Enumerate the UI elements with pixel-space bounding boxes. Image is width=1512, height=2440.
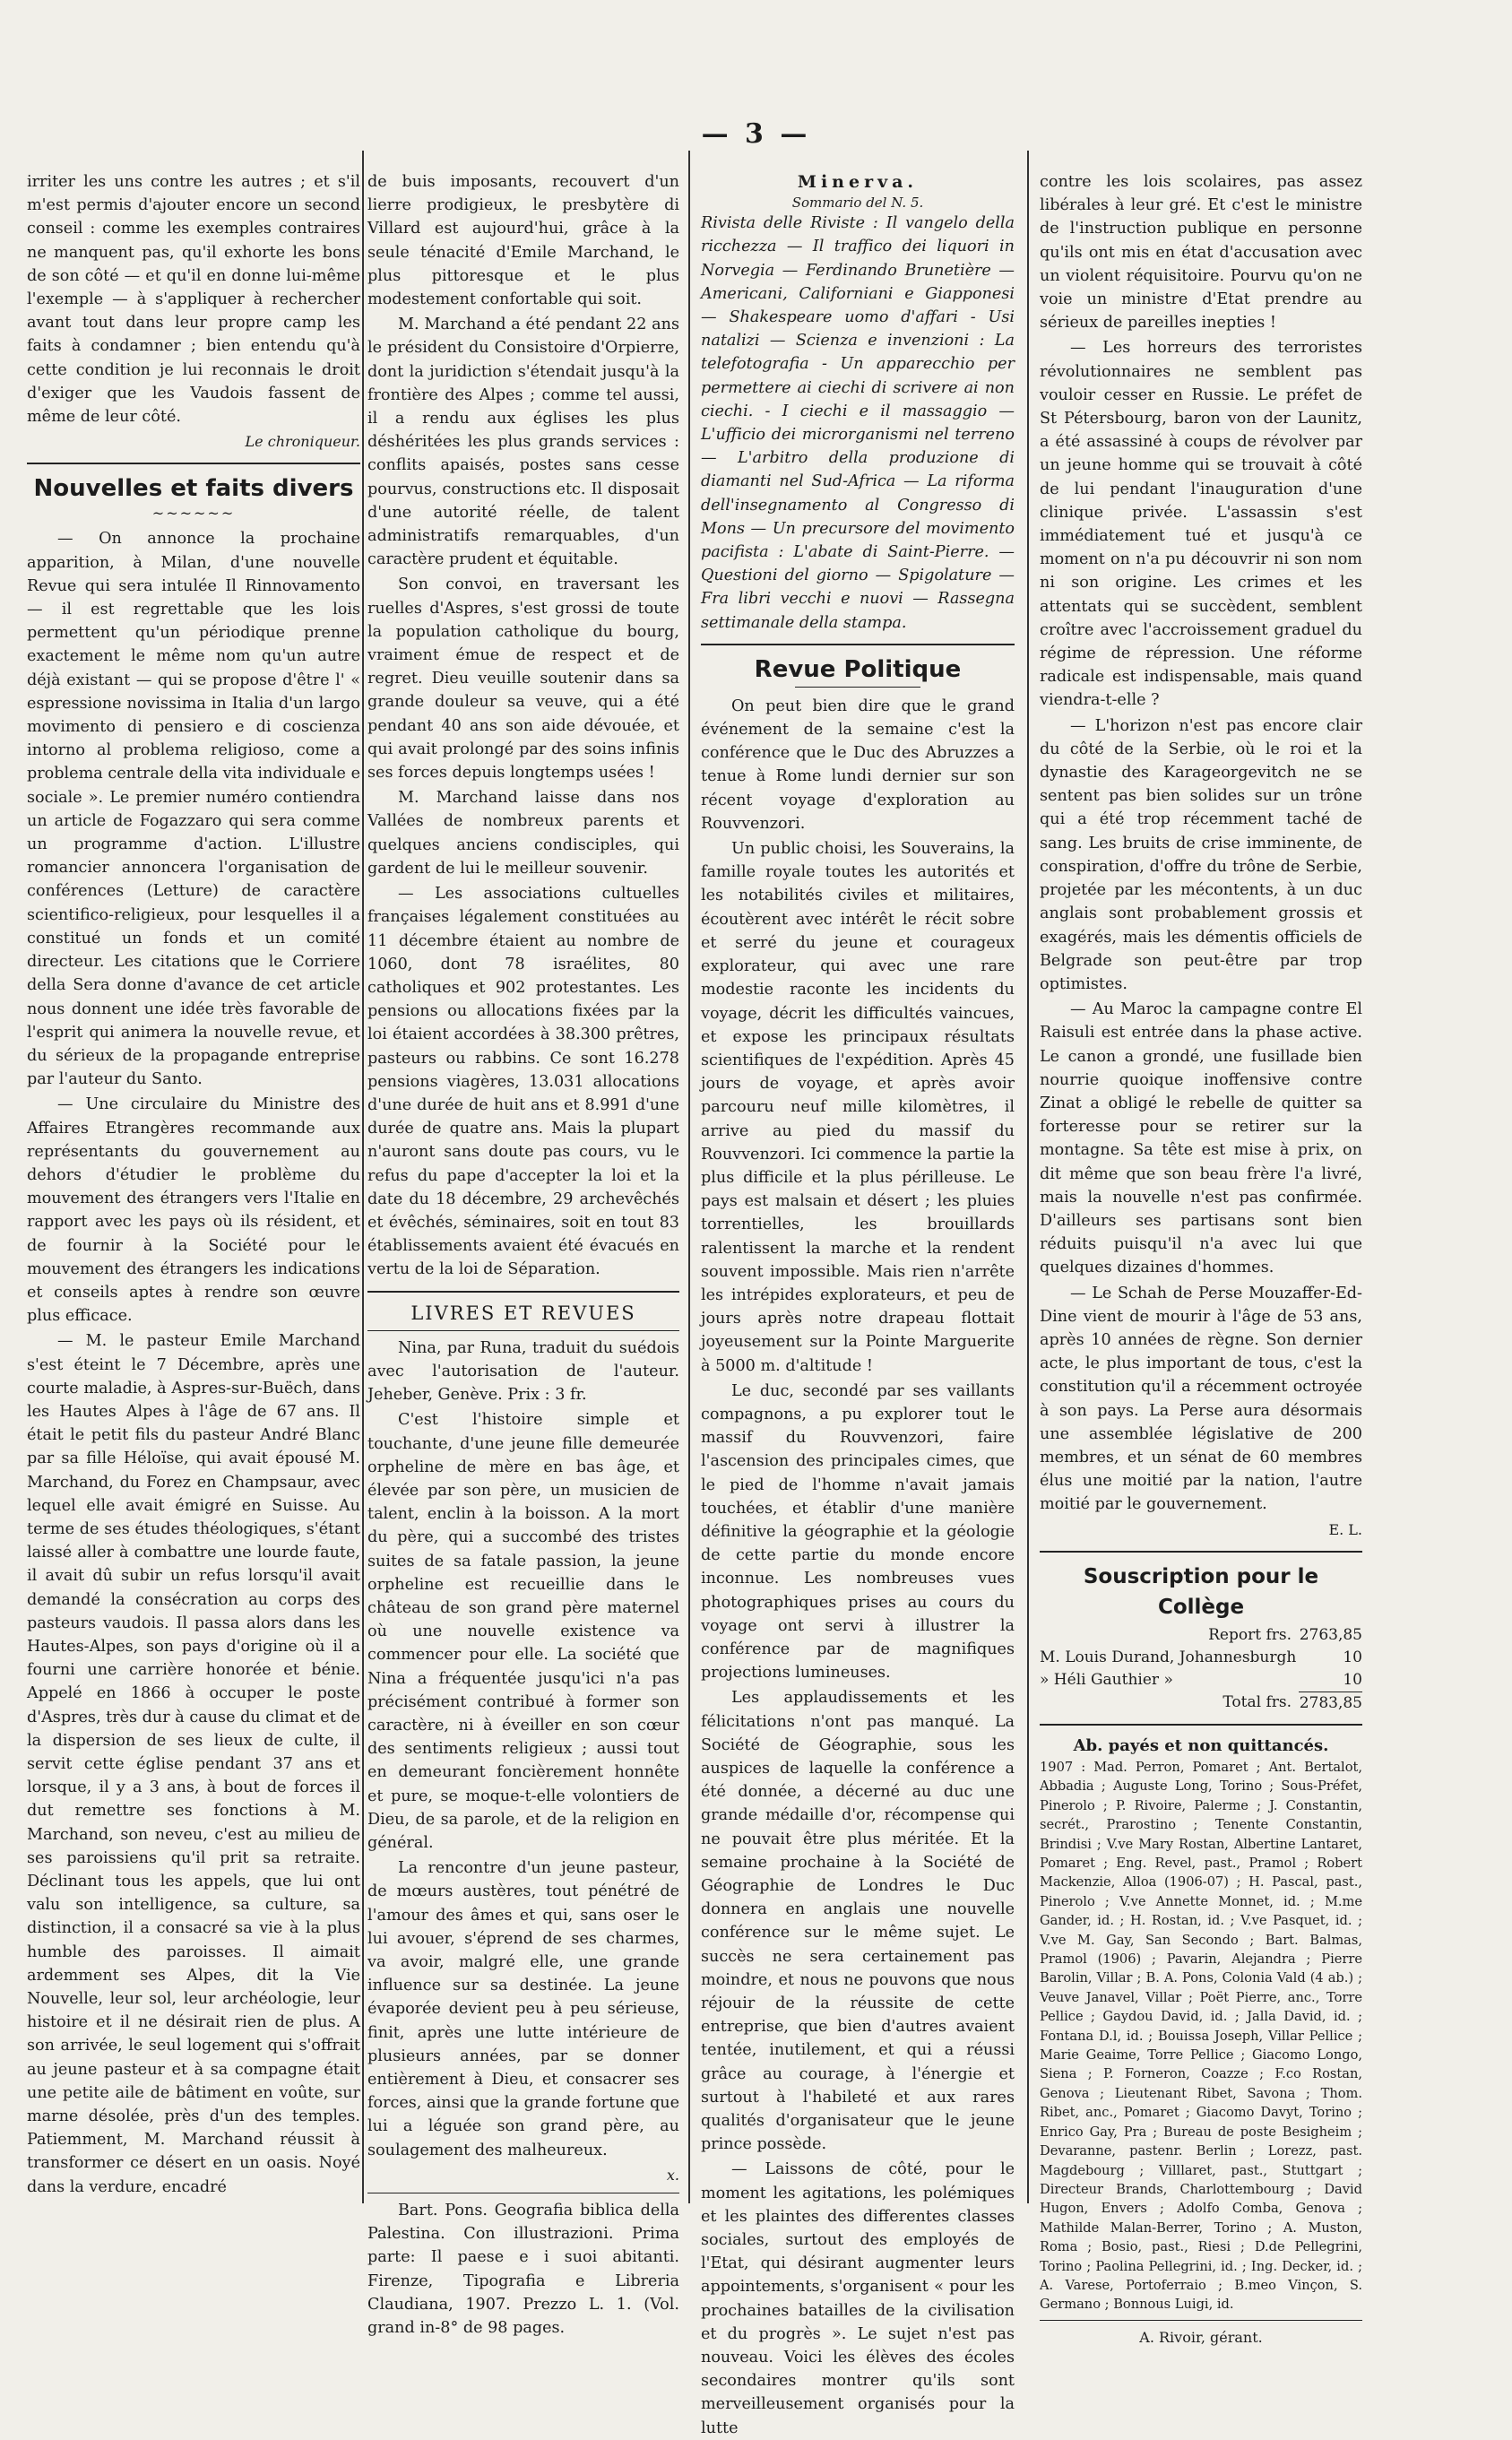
column-2 [367, 170, 679, 2338]
article-paragraph: de buis imposants, recouvert d'un lierre prodigieux, le presbytère di Villard est aujourd'hui, grâce à la seule ténacité d'Emile Marchand, le plus pittoresque et le plus modestement confortable qui soit. [367, 173, 679, 309]
table-row [1040, 1692, 1362, 1715]
article-paragraph: — L'horizon n'est pas encore clair du côté de la Serbie, où le roi et la dynastie des Karageorgevitch ne se sentent pas bien solides sur un trône qui a été trop récemment taché de sang. Les bruits de crise imminente, de conspiration, d'offre du trône de Serbie, projetée par les mécontents, à un duc anglais sont probablement grossis et exagérés, mais les démentis officiels de Belgrade son peut-être par trop optimistes. [1040, 716, 1362, 993]
divider [1040, 1724, 1362, 1726]
column-4 [1040, 170, 1362, 2346]
divider [367, 1291, 679, 1293]
divider [701, 644, 1015, 645]
subscriber-list: 1907 : Mad. Perron, Pomaret ; Ant. Bertalot, Abbadia ; Auguste Long, Torino ; Sous-Préfet, Pinerolo ; P. Rivoire, Palerme ; J. Constantin, secrét., Prarostino ; Tenente Constantin, Brindisi ; V.ve Mary Rostan, Albertine Lantaret, Pomaret ; Eng. Revel, past., Pramol ; Robert Mackenzie, Alloa (1906-07) ; H. Pascal, past., Pinerolo ; V.ve Annette Monnet, id. ; M.me Gander, id. ; H. Rostan, id. ; V.ve Pasquet, id. ; V.ve M. Gay, San Secondo ; Bart. Balmas, Pramol (1906) ; Pavarin, Alejandra ; Pierre Barolin, Villar ; B. A. Pons, Colonia Vald (4 ab.) ; Veuve Janavel, Villar ; Poët Pierre, anc., Torre Pellice ; Gaydou David, id. ; Jalla David, id. ; Fontana D.l, id. ; Bouissa Joseph, Villar Pellice ; Marie Geaime, Torre Pellice ; Giacomo Longo, Siena ; P. Forneron, Coazze ; F.co Rostan, Genova ; Lieutenant Ribet, Savona ; Thom. Ribet, anc., Pomaret ; Giacomo Davyt, Torino ; Enrico Gay, Pra ; Bureau de poste Besigheim ; Devaranne, pastenr. Berlin ; Lorezz, past. Magdebourg ; Villlaret, past., Stuttgart ; Directeur Brands, Charlottembourg ; David Hugon, Envers ; Adolfo Comba, Genova ; Mathilde Malan-Berrer, Torino ; A. Muston, Roma ; Bosio, past., Riesi ; D.de Pellegrini, Torino ; Paolina Pellegrini, id. ; Ing. Decker, id. ; A. Varese, Portoferraio ; B.meo Vinçon, S. Germano ; Bonnous Luigi, id. [1040, 1759, 1362, 2313]
table-cell: Total frs. [1223, 1693, 1292, 1712]
signature: Le chroniqueur. [245, 433, 360, 451]
article-paragraph: — M. le pasteur Emile Marchand s'est éteint le 7 Décembre, après une courte maladie, à Aspres-sur-Buëch, dans les Hautes Alpes à l'âge de 67 ans. Il était le petit fils du pasteur André Blanc par sa fille Héloïse, qui avait épousé M. Marchand, du Forez en Champsaur, avec lequel elle avait émigré en Suisse. Au terme de ses études théologiques, s'étant laissé aller à combattre une lourde faute, il avait dû subir un refus lorsqu'il avait demandé la consécration au corps des pasteurs vaudois. Il passa alors dans les Hautes-Alpes, son pays d'origine où il a fourni une carrière honorée et bénie. Appelé en 1866 à occuper le poste d'Aspres, très dur à cause du climat et de la dispersion de ses lieux de culte, il servit cette église pendant 37 ans et lorsque, il y a 3 ans, à bout de forces il dut remettre ses fonctions à M. Marchand, son neveu, c'est au milieu de ses paroissiens qu'il prit sa retraite. Déclinant tous les appels, que lui ont valu son intelligence, sa culture, sa distinction, il a consacré sa vie à la plus humble des paroisses. Il aimait ardemment ses Alpes, dit la Vie Nouvelle, leur sol, leur archéologie, leur histoire et il ne désirait rien de plus. A son arrivée, le seul logement qui s'offrait au jeune pasteur et à sa compagne était une petite aile de bâtiment en voûte, sur marne désolée, près d'un des temples. Patiemment, M. Marchand réussit à transformer ce désert en un oasis. Noyé dans la verdure, encadré [27, 1332, 360, 2196]
minerva-title: Minerva. [797, 172, 919, 192]
section-heading-souscription: Souscription pour le Collège [1083, 1564, 1319, 1619]
ornament: ~~~~~~ [151, 505, 236, 523]
article-paragraph: On peut bien dire que le grand événement de la semaine c'est la conférence que le Duc des Abruzzes a tenue à Rome lundi dernier sur son récent voyage d'exploration au Rouvvenzori. [701, 697, 1015, 833]
book-review: C'est l'histoire simple et touchante, d'une jeune fille demeurée orpheline de mère en bas âge, et élevée par son père, un musicien de talent, enclin à la boisson. A la mort du père, qui a succombé des tristes suites de sa fatale passion, la jeune orpheline est recueillie dans le château de son grand père maternel où une nouvelle existence va commencer pour elle. La société que Nina a fréquentée jusqu'ici n'a pas précisément contribué à former son caractère, ni à éveiller en son cœur des sentiments religieux ; aussi tout en demeurant foncièrement honnête et pure, se moque-t-elle volontiers de Dieu, de sa parole, et de la religion en général. [367, 1411, 679, 1853]
article-paragraph: Un public choisi, les Souverains, la famille royale toutes les autorités et les notabilités civiles et militaires, écoutèrent avec intérêt le récit sobre et serré du jeune et courageux explorateur, qui avec une rare modestie raconte les incidents du voyage, décrit les difficultés vaincues, et expose les principaux résultats scientifiques de l'expédition. Après 45 jours de voyage, et après avoir parcouru neuf mille kilomètres, il arrive au pied du massif du Rouvvenzori. Ici commence la partie la plus difficile et la plus périlleuse. Le pays est malsain et désert ; les pluies torrentielles, les brouillards ralentissent la marche et la rendent souvent impossible. Mais rien n'arrête les intrépides explorateurs, et peu de jours après notre drapeau flottait joyeusement sur la Pointe Marguerite à 5000 m. d'altitude ! [701, 840, 1015, 1375]
table-row [1040, 1624, 1362, 1647]
divider [367, 1330, 679, 1331]
section-heading-nouvelles: Nouvelles et faits divers [33, 475, 354, 503]
article-paragraph: Son convoi, en traversant les ruelles d'Aspres, s'est grossi de toute la population catholique du bourg, vraiment émue de respect et de regret. Dieu veuille soutenir dans sa grande douleur sa veuve, qui a été pendant 40 ans son aide dévouée, et qui avait prolongé par des soins infinis ses forces depuis longtemps usées ! [367, 575, 679, 783]
subscription-table [1040, 1624, 1362, 1715]
section-heading-abonnements: Ab. payés et non quittancés. [1073, 1735, 1329, 1755]
column-rule [1027, 151, 1029, 2203]
table-cell: Report frs. [1208, 1625, 1292, 1644]
divider [27, 463, 360, 464]
table-cell: 10 [1343, 1648, 1362, 1666]
page-number: — 3 — [701, 118, 811, 150]
table-cell: » Héli Gauthier » [1040, 1670, 1173, 1689]
article-paragraph: — Laissons de côté, pour le moment les agitations, les polémiques et les plaintes des differentes classes sociales, surtout des employés de l'Etat, qui désirant augmenter leurs appointements, s'organisent « pour les prochaines batailles de la civilisation et du progrès ». Le sujet n'est pas nouveau. Voici les élèves des écoles secondaires montrer qu'ils sont merveilleusement organisés pour la lutte [701, 2160, 1015, 2437]
minerva-summary: Rivista delle Riviste : Il vangelo della ricchezza — Il traffico dei liquori in Norvegia — Ferdinando Brunetière — Americani, Californiani e Giapponesi — Shakespeare uomo d'affari - Usi natalizi — Scienza e invenzioni : La telefotografia - Un apparecchio per permettere ai ciechi di scrivere ai non ciechi. - I ciechi e il massaggio — L'ufficio dei microrganismi nel terreno — L'arbitro della produzione di diamanti nel Sud-Africa — La riforma dell'insegnamento al Congresso di Mons — Un precursore del movimento pacifista : L'abate di Saint-Pierre. — Questioni del giorno — Spigolature — Fra libri vecchi e nuovi — Rassegna settimanale della stampa. [701, 214, 1015, 632]
article-paragraph: — On annonce la prochaine apparition, à Milan, d'une nouvelle Revue qui sera intulée Il Rinnovamento — il est regrettable que les lois permettent qu'un périodique prenne exactement le même nom qu'un autre déjà existant — qui se propose d'être l' « espressione novissima in Italia d'un largo movimento di pensiero e di coscienza intorno al problema religioso, come a problema centrale della vita individuale e sociale ». Le premier numéro contiendra un article de Fogazzaro qui sera comme un programme d'action. L'illustre romancier annoncera l'organisation de conférences (Letture) de caractère scientifico-religieux, pour lesquelles il a constitué un fonds et un comité directeur. Les citations que le Corriere della Sera donne d'avance de cet article nous donnent une idée très favorable de l'esprit qui animera la nouvelle revue, et du sérieux de la propagande entreprise par l'auteur du Santo. [27, 530, 360, 1089]
article-paragraph: Le duc, secondé par ses vaillants compagnons, a pu explorer tout le massif du Rouvvenzori, faire l'ascension des principales cimes, que le pied de l'homme n'avait jamais touchées, et établir d'une manière définitive la géographie et la géologie de cette partie du monde encore inconnue. Les nombreuses vues photographiques prises au cours du voyage ont servi à illustrer la conférence par de magnifiques projections lumineuses. [701, 1381, 1015, 1683]
article-paragraph: — Les horreurs des terroristes révolutionnaires ne semblent pas vouloir cesser en Russie. Le préfet de St Pétersbourg, baron von der Launitz, a été assassiné à coups de révolver par un jeune homme qui se trouvait à côté de lui pendant l'inauguration d'une clinique privée. L'assassin s'est immédiatement tué et jusqu'à ce moment on n'a pu découvrir ni son nom ni son origine. Les crimes et les attentats qui se succèdent, semblent croître avec l'accroissement graduel du régime de répression. Une réforme radicale est indispensable, mais quand viendra-t-elle ? [1040, 339, 1362, 710]
table-cell: 2783,85 [1299, 1693, 1362, 1712]
table-cell: M. Louis Durand, Johannesburgh [1040, 1648, 1297, 1666]
table-cell: 10 [1299, 1669, 1362, 1692]
article-paragraph: — Au Maroc la campagne contre El Raisuli est entrée dans la phase active. Le canon a grondé, une fusillade bien nourrie quoique inoffensive contre Zinat a obligé le rebelle de quitter sa forteresse pour se retirer sur la montagne. Sa tête est mise à prix, on dit même que son beau frère l'a livré, mais la nouvelle n'est pas confirmée. D'ailleurs ses partisans sont bien réduits puisqu'il n'a avec lui que quelques dizaines d'hommes. [1040, 1000, 1362, 1277]
book-review: Nina, par Runa, traduit du suédois avec l'autorisation de l'auteur. Jeheber, Genève. Prix : 3 fr. [367, 1338, 679, 1405]
signature: E. L. [1328, 1520, 1362, 1538]
column-rule [362, 151, 364, 2203]
article-paragraph: — Les associations cultuelles françaises légalement constituées au 11 décembre étaient au nombre de 1060, dont 78 israélites, 80 catholiques et 902 protestantes. Les pensions ou allocations fixées par la loi étaient accordées à 38.300 prêtres, pasteurs ou rabbins. Ce sont 16.278 pensions viagères, 13.031 allocations d'une durée de huit ans et 8.991 d'une durée de quatre ans. Mais la plupart n'auront sans doute pas cours, vu le refus du pape d'accepter la loi et la date du 18 décembre, 29 archevêchés et évêchés, séminaires, soit en tout 83 établissements avaient été évacués en vertu de la loi de Séparation. [367, 885, 679, 1279]
divider [1040, 1551, 1362, 1553]
column-rule [688, 151, 690, 2203]
section-heading-revue-politique: Revue Politique [754, 655, 962, 683]
book-review: Bart. Pons. Geografia biblica della Palestina. Con illustrazioni. Prima parte: Il paese e i suoi abitanti. Firenze, Tipografia e Libreria Claudiana, 1907. Prezzo L. 1. (Vol. grand in-8° de 98 pages. [367, 2202, 679, 2338]
article-paragraph: — Une circulaire du Ministre des Affaires Etrangères recommande aux représentants du gouvernement au dehors d'étudier le problème du mouvement des étrangers vers l'Italie en rapport avec les pays où ils résident, et de fournir à la Société pour le mouvement des étrangers les indications et conseils aptes à rendre son œuvre plus efficace. [27, 1095, 360, 1326]
table-cell: 2763,85 [1299, 1625, 1362, 1644]
section-heading-livres: LIVRES ET REVUES [410, 1302, 636, 1324]
table-row [1040, 1647, 1362, 1669]
minerva-subtitle: Sommario del N. 5. [791, 195, 924, 212]
article-paragraph: M. Marchand a été pendant 22 ans le président du Consistoire d'Orpierre, dont la juridiction s'étendait jusqu'à la frontière des Alpes ; comme tel aussi, il a rendu aux églises les plus déshéritées les plus grands services : conflits apaisés, postes sans cesse pourvus, constructions etc. Il disposait d'une autorité réelle, de talent administratifs remarquables, d'un caractère prudent et équitable. [367, 316, 679, 569]
gerant-signature: A. Rivoir, gérant. [1139, 2328, 1263, 2346]
column-3 [701, 170, 1015, 2437]
table-row [1040, 1669, 1362, 1692]
divider [1040, 2320, 1362, 2321]
book-review: La rencontre d'un jeune pasteur, de mœurs austères, tout pénétré de l'amour des âmes et qui, sans oser le lui avouer, s'éprend de ses charmes, va avoir, malgré elle, une grande influence sur sa destinée. La jeune évaporée devient peu à peu sérieuse, finit, après une lutte intérieure de plusieurs années, par se donner entièrement à Dieu, et consacrer ses forces, ainsi que la grande fortune que lui a léguée son grand père, au soulagement des malheureux. [367, 1859, 679, 2159]
article-paragraph: contre les lois scolaires, pas assez libérales à leur gré. Et c'est le ministre de l'instruction publique en personne qu'ils ont mis en état d'accusation avec un violent réquisitoire. Pourvu qu'on ne voie un ministre d'Etat prendre au sérieux de pareilles inepties ! [1040, 173, 1362, 333]
article-paragraph: Les applaudissements et les félicitations n'ont pas manqué. La Société de Géographie, sous les auspices de laquelle la conférence a été donnée, a décerné au duc une grande médaille d'or, récompense qui ne pouvait être plus méritée. Et la semaine prochaine à la Société de Géographie de Londres le Duc donnera en anglais une nouvelle conférence sur le même sujet. Le succès ne sera certainement pas moindre, et nous ne pouvons que nous réjouir de la réussite de cette entreprise, que bien d'autres avaient tentée, inutilement, et qui a réussi grâce au courage, à l'énergie et surtout à l'habileté et aux rares qualités d'organisateur que le jeune prince possède. [701, 1689, 1015, 2154]
chronicle-ending: irriter les uns contre les autres ; et s'il m'est permis d'ajouter encore un second conseil : comme les exemples contraires ne manquent pas, qu'il exhorte les bons de son côté — et qu'il en donne lui-même l'exemple — à s'appliquer à rechercher avant tout dans leur propre camp les faits à condamner ; bien entendu qu'à cette condition je lui reconnais le droit d'exiger que les Vaudois fassent de même de leur côté. [27, 173, 360, 427]
article-paragraph: — Le Schah de Perse Mouzaffer-Ed-Dine vient de mourir à l'âge de 53 ans, après 10 années de règne. Son dernier acte, le plus important de tous, c'est la constitution qu'il a récemment octroyée à son pays. La Perse aura désormais une assemblée législative de 200 membres, et un sénat de 60 membres élus une moitié par la nation, l'autre moitié par le gouvernement. [1040, 1284, 1362, 1514]
signature: x. [666, 2166, 679, 2184]
divider [795, 687, 920, 688]
column-1 [27, 170, 360, 2196]
article-paragraph: M. Marchand laisse dans nos Vallées de nombreux parents et quelques anciens condisciples, qui gardent de lui le meilleur souvenir. [367, 789, 679, 878]
